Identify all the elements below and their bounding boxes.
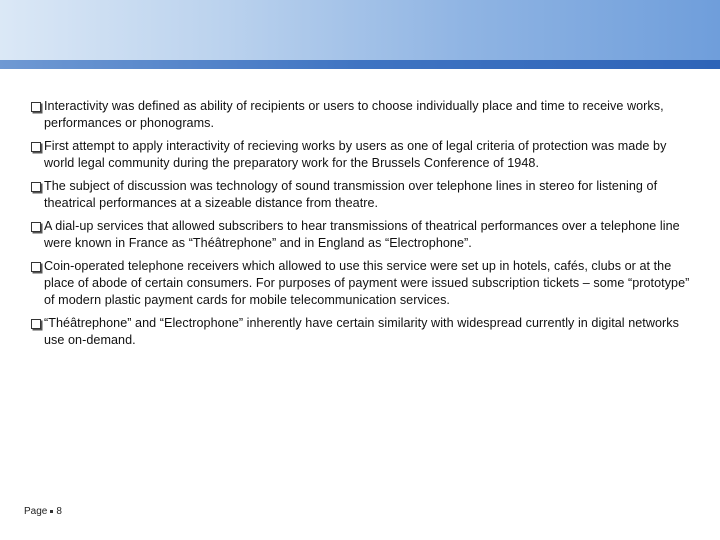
checkbox-bullet-icon — [31, 222, 41, 232]
checkbox-bullet-icon — [31, 102, 41, 112]
bullet-list — [30, 98, 700, 355]
bullet-item — [30, 98, 700, 132]
bullet-item — [30, 258, 700, 309]
checkbox-bullet-icon — [31, 182, 41, 192]
checkbox-bullet-icon — [31, 262, 41, 272]
bullet-text: First attempt to apply interactivity of recieving works by users as one of legal criteria of protection was made by world legal community during the preparatory work for the Brussels Conference of 1948. — [44, 139, 667, 170]
bullet-text: The subject of discussion was technology of sound transmission over telephone lines in stereo for listening of theatrical performances at a sizeable distance from theatre. — [44, 179, 658, 210]
bullet-text: Interactivity was defined as ability of recipients or users to choose individually place and time to receive works, performances or phonograms. — [44, 99, 664, 130]
bullet-item — [30, 178, 700, 212]
bullet-item — [30, 138, 700, 172]
bullet-text: “Théâtrephone” and “Electrophone” inherently have certain similarity with widespread currently in digital networks use on-demand. — [44, 316, 679, 347]
checkbox-bullet-icon — [31, 319, 41, 329]
checkbox-bullet-icon — [31, 142, 41, 152]
bullet-text: A dial-up services that allowed subscribers to hear transmissions of theatrical performances over a telephone line were known in France as “Théâtrephone” and in England as “Electrophone”. — [44, 219, 680, 250]
separator-dot-icon — [50, 510, 53, 513]
page-label: Page — [24, 506, 48, 517]
page-number: 8 — [56, 506, 62, 517]
bullet-text: Coin-operated telephone receivers which allowed to use this service were set up in hotels, cafés, clubs or at the place of abode of certain consumers. For purposes of payment were issued subscription tickets – some “prototype” of modern plastic payment cards for mobile telecommunication services. — [44, 259, 690, 307]
bullet-item — [30, 218, 700, 252]
header-band — [0, 0, 720, 60]
page-footer — [24, 506, 62, 517]
header-stripe — [0, 60, 720, 69]
bullet-item — [30, 315, 700, 349]
